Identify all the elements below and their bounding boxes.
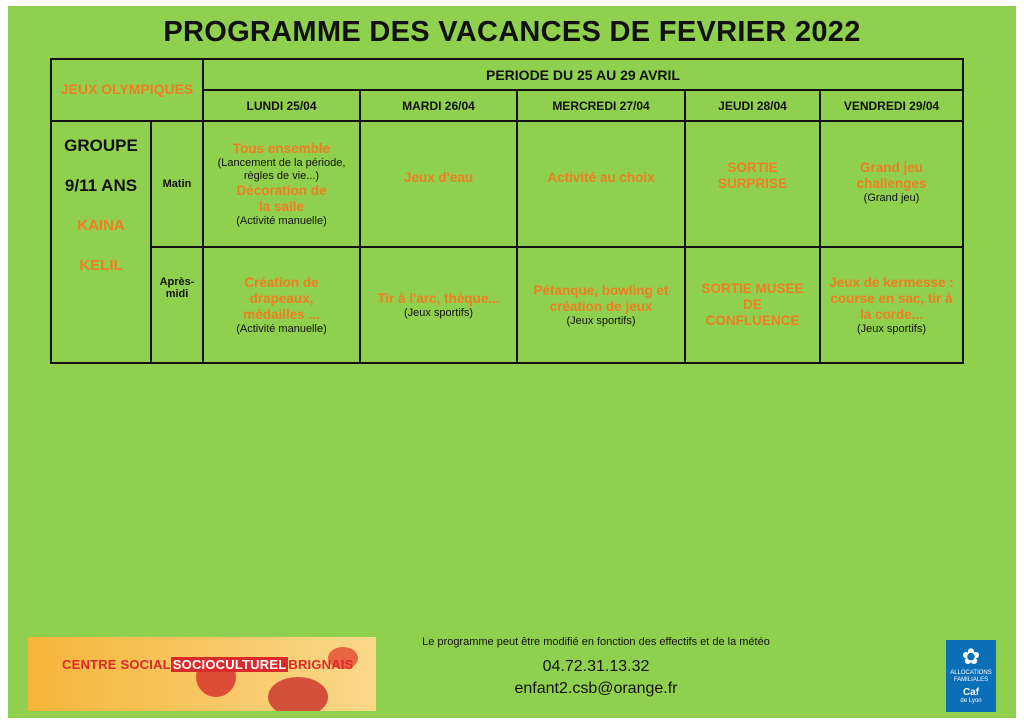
activity-note: (Lancement de la période, règles de vie...) bbox=[217, 156, 346, 182]
page-background bbox=[8, 6, 1016, 718]
caf-line: ALLOCATIONS bbox=[950, 670, 992, 676]
logo-text bbox=[62, 657, 354, 672]
group-name: GROUPE bbox=[64, 136, 138, 155]
period-header: PERIODE DU 25 AU 29 AVRIL bbox=[203, 59, 963, 90]
activity-title: SORTIE SURPRISE bbox=[717, 160, 788, 191]
activity-cell bbox=[820, 121, 963, 247]
logo-text-part: SOCIOCULTUREL bbox=[172, 657, 287, 672]
slot-morning: Matin bbox=[151, 121, 203, 247]
caf-flower-icon: ✿ bbox=[961, 644, 981, 669]
group-age: 9/11 ANS bbox=[64, 176, 138, 195]
day-header-thursday: JEUDI 28/04 bbox=[685, 90, 820, 121]
activity-title: Tir à l'arc, thèque... bbox=[377, 290, 500, 306]
activity-note: (Jeux sportifs) bbox=[403, 306, 474, 319]
activity-cell bbox=[685, 121, 820, 247]
activity-cell bbox=[517, 247, 685, 363]
activity-title: Jeux d'eau bbox=[403, 170, 474, 185]
caf-brand: Caf bbox=[962, 687, 980, 698]
activity-title: Création de drapeaux, médailles ... bbox=[243, 274, 320, 322]
activity-title: Activité au choix bbox=[547, 170, 655, 185]
activity-cell bbox=[360, 247, 517, 363]
activity-cell bbox=[820, 247, 963, 363]
contact-phone: 04.72.31.13.32 bbox=[542, 658, 650, 675]
paint-splash bbox=[268, 677, 328, 711]
group-leader: KELIL bbox=[79, 257, 123, 274]
caf-city: de Lyon bbox=[960, 698, 982, 704]
day-header-wednesday: MERCREDI 27/04 bbox=[517, 90, 685, 121]
activity-cell bbox=[685, 247, 820, 363]
activity-cell bbox=[203, 247, 360, 363]
disclaimer-notice: Le programme peut être modifié en fonction des effectifs et de la météo bbox=[422, 636, 770, 648]
activity-title: Grand jeu challenges bbox=[856, 160, 927, 191]
activity-note: (Activité manuelle) bbox=[236, 322, 327, 335]
activity-cell bbox=[360, 121, 517, 247]
activity-title: Pétanque, bowling et création de jeux bbox=[533, 282, 669, 314]
caf-line: FAMILIALES bbox=[953, 677, 989, 683]
day-header-tuesday: MARDI 26/04 bbox=[360, 90, 517, 121]
activity-cell bbox=[517, 121, 685, 247]
activity-title: SORTIE MUSEE DE CONFLUENCE bbox=[701, 281, 804, 328]
logo-text-part: BRIGNAIS bbox=[288, 657, 354, 672]
slot-afternoon: Après-midi bbox=[151, 247, 203, 363]
page-title: PROGRAMME DES VACANCES DE FEVRIER 2022 bbox=[163, 16, 861, 48]
schedule-table bbox=[50, 58, 964, 364]
activity-note: (Jeux sportifs) bbox=[566, 314, 636, 327]
day-header-friday: VENDREDI 29/04 bbox=[820, 90, 963, 121]
caf-logo bbox=[946, 640, 996, 712]
theme-cell bbox=[51, 59, 203, 121]
group-leader: KAINA bbox=[77, 217, 125, 234]
theme-label: JEUX OLYMPIQUES bbox=[60, 81, 194, 97]
centre-social-logo bbox=[28, 637, 376, 711]
activity-cell bbox=[203, 121, 360, 247]
day-header-monday: LUNDI 25/04 bbox=[203, 90, 360, 121]
logo-text-part: CENTRE SOCIAL bbox=[62, 657, 171, 672]
activity-title: Jeux de kermesse : course en sac, tir à la corde... bbox=[829, 274, 954, 322]
group-cell bbox=[51, 121, 151, 363]
activity-title: Décoration de la salle bbox=[236, 182, 327, 214]
activity-note: (Jeux sportifs) bbox=[856, 322, 927, 335]
contact-email: enfant2.csb@orange.fr bbox=[514, 680, 678, 697]
activity-note: (Activité manuelle) bbox=[236, 214, 327, 227]
activity-note: (Grand jeu) bbox=[863, 192, 920, 204]
activity-title: Tous ensemble bbox=[232, 140, 331, 156]
